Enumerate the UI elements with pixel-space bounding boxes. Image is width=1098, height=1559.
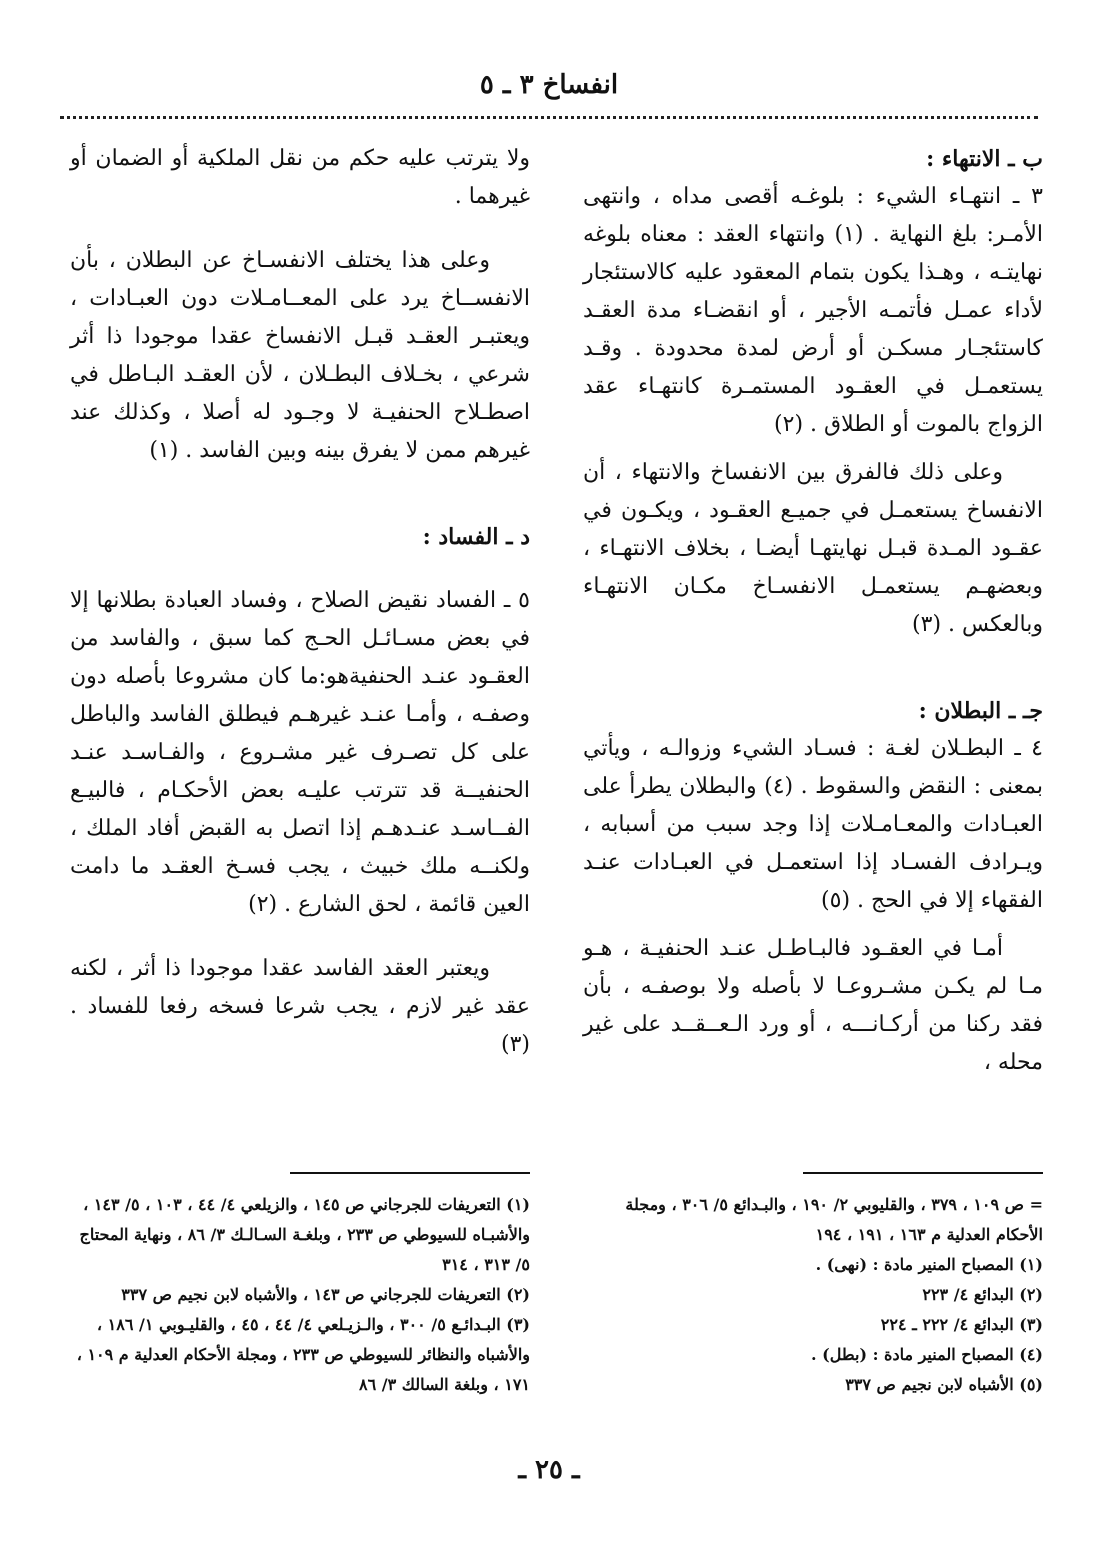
footnote: (١) التعريفات للجرجاني ص ١٤٥ ، والزيلعي ٤/ ٤٤ ، ١٠٣ ، ٥/ ١٤٣ ، والأشبـاه للسيوطي ص ٢٣٣ ، وبلغـة السـالـك ٣/ ٨٦ ، ونهاية المحتاج ٥/ ٣١٣ ، ٣١٤ xyxy=(79,1195,530,1274)
paragraph-hanafi: أمـا في العقـود فالبـاطـل عنـد الحنفيـة ، هـو مـا لم يكـن مشـروعـا لا بأصله ولا بوصفـه ، بأن فقد ركنا من أركـانـــه ، أو ورد الـعــقــد على غير محله ، xyxy=(583,936,1043,1075)
footnotes-left xyxy=(70,1190,530,1400)
page-header: انفساخ ٣ ـ ٥ xyxy=(479,70,619,100)
footnote: (٢) التعريفات للجرجاني ص ١٤٣ ، والأشباه لابن نجيم ص ٣٣٧ xyxy=(121,1285,530,1304)
left-column xyxy=(70,140,530,1064)
heading-intiha: ب ـ الانتهاء : xyxy=(926,146,1043,172)
paragraph-athar: ويعتبر العقد الفاسد عقدا موجودا ذا أثر ، لكنه عقد غير لازم ، يجب شرعا فسخه رفعا للفساد . (٣) xyxy=(70,956,530,1057)
paragraph-ikhtilaf: وعلى هذا يختلف الانفسـاخ عن البطلان ، بأن الانفســاخ يرد على المعــامـلات دون العبـادات ، ويعتبـر العقـد قبـل الانفساخ عقدا موجودا ذا أثر شرعي ، بخـلاف البطـلان ، لأن العقـد البـاطل في اصطـلاح الحنفيـة لا وجـود له أصلا ، وكذلك عند غيرهم ممن لا يفرق بينه وبين الفاسد . (١) xyxy=(70,248,530,463)
footnote: (٤) المصباح المنير مادة : (بطل) . xyxy=(811,1345,1043,1364)
footnote-divider-right xyxy=(803,1172,1043,1174)
footnote: (٢) البدائع ٤/ ٢٢٣ xyxy=(922,1285,1043,1304)
paragraph-3: ٣ ـ انتهـاء الشيء : بلوغـه أقصى مداه ، وانتهى الأمـر: بلغ النهاية . (١) وانتهاء العقد : معناه بلوغه نهايتـه ، وهـذا يكون بتمام المعقود عليه كالاستئجار لأداء عمـل فأتمـه الأجير ، أو انقضـاء مدة العقـد كاستئجـار مسكـن أو أرض لمدة محدودة . وقـد يستعمـل في العقـود المستمـرة كانتهـاء عقد الزواج بالموت أو الطلاق . (٢) xyxy=(583,184,1043,437)
footnote: (٥) الأشباه لابن نجيم ص ٣٣٧ xyxy=(845,1375,1043,1394)
footnote: = ص ١٠٩ ، ٣٧٩ ، والقليوبي ٢/ ١٩٠ ، والبـدائع ٥/ ٣٠٦ ، ومجلة الأحكام العدلية م ١٦٣ ، ١٩١ ، ١٩٤ xyxy=(625,1195,1043,1244)
paragraph-5: ٥ ـ الفساد نقيض الصلاح ، وفساد العبادة بطلانها إلا في بعض مسـائـل الحـج كما سبق ، والفاسد من العقـود عنـد الحنفيةهو:ما كان مشروعا بأصله دون وصفـه ، وأمـا عنـد غيرهـم فيطلق الفاسد والباطل على كل تصـرف غير مشـروع ، والفـاسـد عنـد الحنفيــة قد تترتب عليـه بعض الأحكـام ، فالبيـع الفــاسـد عنـدهـم إذا اتصل به القبض أفاد الملك ، ولكنــه ملك خبيث ، يجب فسـخ العقـد ما دامت العين قائمة ، لحق الشارع . (٢) xyxy=(70,588,530,917)
footnote: (٣) البـدائـع ٥/ ٣٠٠ ، والـزيـلعي ٤/ ٤٤ ، ٤٥ ، والقليـوبي ١/ ١٨٦ ، والأشباه والنظائر للسيوطي ص ٢٣٣ ، ومجلة الأحكام العدلية م ١٠٩ ، ١٧١ ، وبلغة السالك ٣/ ٨٦ xyxy=(76,1315,530,1394)
paragraph-continued: ولا يترتب عليه حكم من نقل الملكية أو الضمان أو غيرهما . xyxy=(70,146,530,209)
footnote: (١) المصباح المنير مادة : (نهى) . xyxy=(815,1255,1043,1274)
paragraph-farq: وعلى ذلك فالفرق بين الانفساخ والانتهاء ، أن الانفساخ يستعمـل في جميـع العقـود ، ويكـون في عقـود المـدة قبـل نهايتهـا أيضـا ، بخلاف الانتهـاء ، وبعضهـم يستعمـل الانفسـاخ مكـان الانتهـاء وبالعكس . (٣) xyxy=(583,460,1043,637)
footnotes-right xyxy=(573,1190,1043,1400)
right-column xyxy=(583,140,1043,1082)
footnote: (٣) البدائع ٤/ ٢٢٢ ـ ٢٢٤ xyxy=(880,1315,1043,1334)
paragraph-4: ٤ ـ البطـلان لغـة : فسـاد الشيء وزوالـه ، ويأتي بمعنى : النقض والسقوط . (٤) والبطلان يطرأ على العبـادات والمعـامـلات إذا وجد سبب من أسبابه ، ويـرادف الفسـاد إذا استعمـل في العبـادات عنـد الفقهاء إلا في الحج . (٥) xyxy=(583,736,1043,913)
footnote-divider-left xyxy=(290,1172,530,1174)
heading-fasad: د ـ الفساد : xyxy=(422,524,530,550)
header-divider xyxy=(60,116,1038,119)
page-number: ـ ٢٥ ـ xyxy=(518,1455,580,1485)
heading-butlan: جـ ـ البطلان : xyxy=(918,698,1043,724)
